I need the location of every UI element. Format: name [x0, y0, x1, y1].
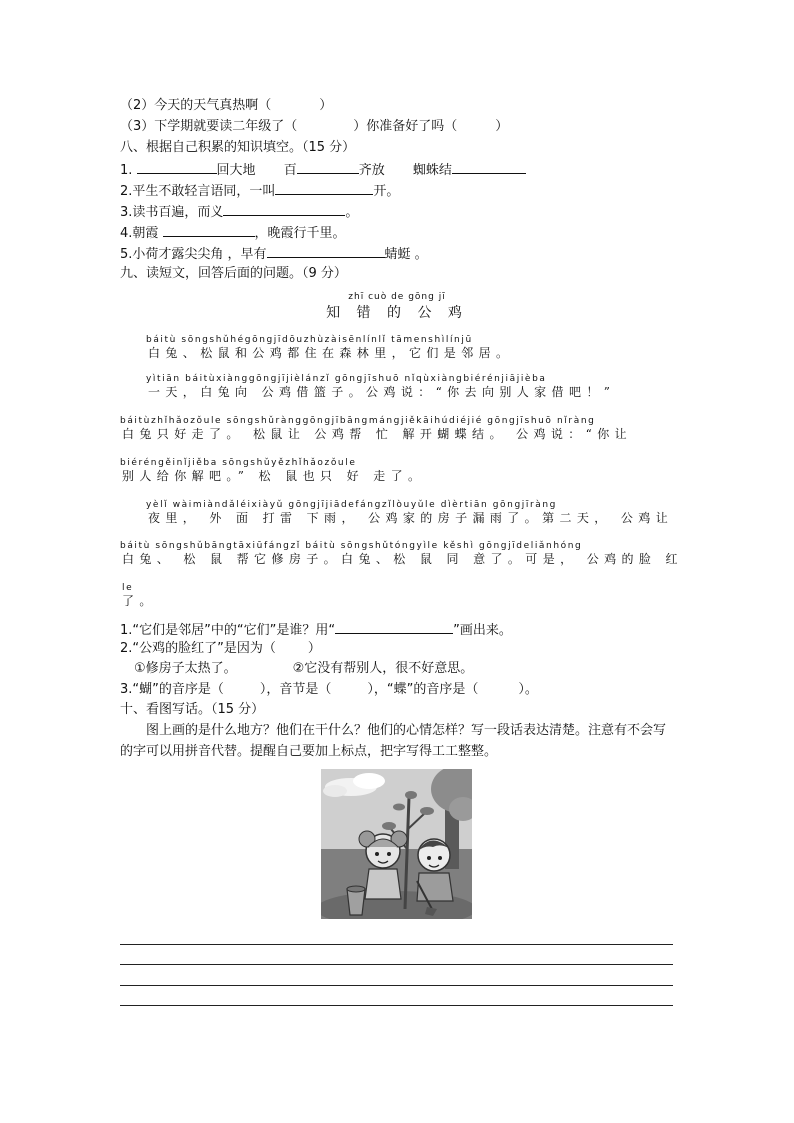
- story-pinyin-6: báitù sōngshǔbāngtāxiūfángzǐ báitù sōngshǔtóngyìle kěshì gōngjīdeliǎnhóng: [120, 541, 583, 551]
- story-text-3: 白兔只好走了。 松鼠让 公鸡帮 忙 解开蝴蝶结。 公鸡说：“你让: [122, 427, 633, 441]
- q9-heading: 九、读短文，回答后面的问题。（9 分）: [120, 266, 347, 281]
- q9-question-2-options: [134, 660, 473, 678]
- writing-line[interactable]: [120, 1005, 673, 1006]
- story-text-4: 别人给你解吧。” 松 鼠也只 好 走了。: [122, 469, 426, 483]
- story-text-7: 了。: [122, 594, 157, 608]
- q8-line-3: 3.读书百遍，而义 。: [120, 202, 358, 222]
- story-text-2: 一天，白兔向 公鸡借篮子。公鸡说：“你去向别人家借吧！”: [148, 385, 616, 399]
- story-pinyin-7: le: [122, 583, 134, 593]
- writing-line[interactable]: [120, 985, 673, 986]
- q9-question-3: 3.“蝴”的音序是（ ），音节是（ ），“蝶”的音序是（ ）。: [120, 682, 538, 697]
- fill-blank[interactable]: [297, 160, 359, 174]
- q8-line-1: 1. 回大地 百 齐放 蜘蛛结: [120, 160, 526, 180]
- q8-line-2: 2.平生不敢轻言语同，一叫 开。: [120, 181, 399, 201]
- story-pinyin-4: biéréngěinǐjiěba sōngshǔyězhǐhǎozǒule: [120, 458, 357, 468]
- option-2[interactable]: ②它没有帮别人，很不好意思。: [292, 661, 474, 676]
- fill-blank[interactable]: [163, 223, 255, 237]
- story-text-5: 夜里， 外 面 打雷 下雨， 公鸡家的房子漏雨了。第二天， 公鸡让: [148, 511, 674, 525]
- story-text-1: 白兔、松鼠和公鸡都住在森林里，它们是邻居。: [148, 346, 514, 360]
- story-pinyin-1: báitù sōngshǔhégōngjīdōuzhùzàisēnlínlǐ tāmenshìlínjū: [146, 335, 473, 345]
- q7-item-2: （2）今天的天气真热啊（ ）: [120, 98, 333, 113]
- q8-line-4: 4.朝霞 ，晚霞行千里。: [120, 223, 346, 243]
- q8-heading: 八、根据自己积累的知识填空。（15 分）: [120, 140, 356, 155]
- option-1[interactable]: ①修房子太热了。: [134, 661, 237, 676]
- q10-prompt: 图上画的是什么地方？他们在干什么？他们的心情怎样？写一段话表达清楚。注意有不会写的字可以用拼音代替。提醒自己要加上标点，把字写得工工整整。: [120, 723, 667, 759]
- fill-blank[interactable]: [452, 160, 526, 174]
- q9-question-1: 1.“它们是邻居”中的“它们”是谁？用“ ”画出来。: [120, 620, 512, 640]
- story-pinyin-5: yèlǐ wàimiàndǎléixiàyǔ gōngjījiādefángzǐlòuyǔle dìèrtiān gōngjīràng: [146, 500, 557, 510]
- q7-item-3: （3）下学期就要读二年级了（ ）你准备好了吗（ ）: [120, 119, 509, 134]
- story-pinyin-2: yìtiān báitùxiànggōngjījièlánzǐ gōngjīshuō nǐqùxiàngbiérénjiājièba: [146, 374, 547, 384]
- writing-line[interactable]: [120, 944, 673, 945]
- story-title-pinyin: zhī cuò de gōng jī: [348, 292, 446, 302]
- fill-blank[interactable]: [335, 620, 453, 634]
- q10-heading: 十、看图写话。（15 分）: [120, 702, 265, 717]
- fill-blank[interactable]: [137, 160, 217, 174]
- story-text-6: 白兔、 松 鼠 帮它修房子。白兔、松 鼠 同 意了。可是， 公鸡的脸 红: [122, 552, 683, 566]
- story-title: 知 错 的 公 鸡: [326, 305, 468, 321]
- fill-blank[interactable]: [275, 181, 373, 195]
- fill-blank[interactable]: [267, 244, 385, 258]
- q8-line-5: 5.小荷才露尖尖角 ，早有 蜻蜓 。: [120, 244, 428, 264]
- story-pinyin-3: báitùzhǐhǎozǒule sōngshǔrànggōngjībāngmángjiěkāihúdiéjié gōngjīshuō nǐràng: [120, 416, 596, 426]
- fill-blank[interactable]: [223, 202, 345, 216]
- writing-line[interactable]: [120, 964, 673, 965]
- planting-tree-picture: [321, 769, 472, 919]
- q9-question-2: 2.“公鸡的脸红了”是因为（ ）: [120, 641, 321, 656]
